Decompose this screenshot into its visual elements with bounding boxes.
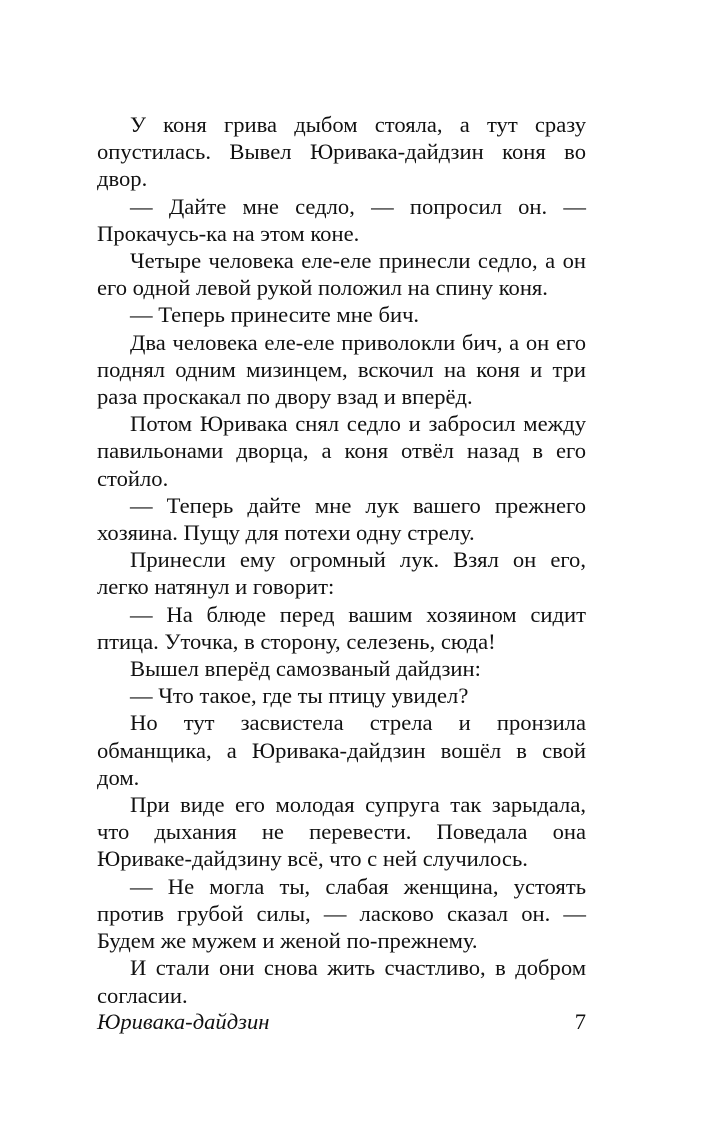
story-text [97, 111, 586, 1009]
paragraph: У коня грива дыбом стояла, а тут сразу опустилась. Вывел Юривака-дайдзин коня во двор. [97, 112, 586, 192]
paragraph: При виде его молодая супруга так зарыдала, что дыхания не перевести. Поведала она Юриваке-дайдзину всё, что с ней случилось. [97, 792, 586, 872]
paragraph: — Что такое, где ты птицу увидел? [130, 683, 469, 709]
running-title: Юривака-дайдзин [97, 1009, 270, 1034]
paragraph: Но тут засвистела стрела и пронзила обманщика, а Юривака-дайдзин вошёл в свой дом. [97, 710, 586, 790]
paragraph: — Теперь принесите мне бич. [130, 302, 420, 328]
paragraph: — На блюде перед вашим хозяином сидит птица. Уточка, в сторону, селезень, сюда! [97, 601, 586, 654]
paragraph: Четыре человека еле-еле принесли седло, а он его одной левой рукой положил на спину коня. [97, 248, 586, 301]
paragraph: — Не могла ты, слабая женщина, устоять против грубой силы, — ласково сказал он. — Будем же мужем и женой по-прежнему. [97, 873, 586, 954]
paragraph: Вышел вперёд самозваный дайдзин: [130, 656, 481, 682]
paragraph: Принесли ему огромный лук. Взял он его, легко натянул и говорит: [97, 547, 586, 600]
paragraph: Два человека еле-еле приволокли бич, а он его поднял одним мизинцем, вскочил на коня и три раза проскакал по двору взад и вперёд. [97, 329, 586, 410]
paragraph: И стали они снова жить счастливо, в добром согласии. [97, 955, 586, 1008]
paragraph: — Теперь дайте мне лук вашего прежнего хозяина. Пущу для потехи одну стрелу. [97, 492, 586, 546]
page-number: 7 [574, 1009, 586, 1034]
paragraph: — Дайте мне седло, — попросил он. — Прокачусь-ка на этом коне. [97, 193, 586, 246]
paragraph: Потом Юривака снял седло и забросил между павильонами дворца, а коня отвёл назад в его стойло. [97, 411, 586, 491]
